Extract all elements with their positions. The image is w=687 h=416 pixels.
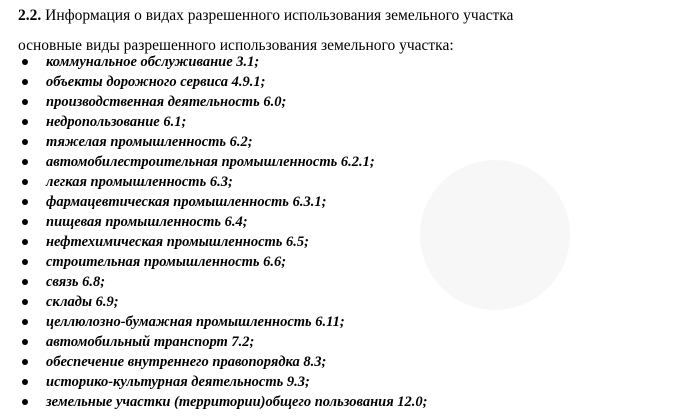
bullet-icon [22,279,28,285]
bullet-icon [22,179,28,185]
list-item-text: коммунальное обслуживание 3.1; [46,54,260,70]
list-item-text: нефтехимическая промышленность 6.5; [46,234,310,250]
bullet-icon [22,359,28,365]
bullet-icon [22,259,28,265]
bullet-icon [22,299,28,305]
section-title: Информация о видах разрешенного использования земельного участка [45,7,514,24]
list-item-text: производственная деятельность 6.0; [46,94,287,110]
bullet-icon [22,239,28,245]
bullet-icon [22,319,28,325]
list-item-text: недропользование 6.1; [46,114,187,130]
section-subtitle: основные виды разрешенного использования земельного участка: [18,37,454,54]
list-item-text: легкая промышленность 6.3; [46,174,233,190]
bullet-icon [22,119,28,125]
list-item-text: историко-культурная деятельность 9.3; [46,374,310,390]
bullet-icon [22,379,28,385]
list-item-text: тяжелая промышленность 6.2; [46,134,253,150]
bullet-icon [22,219,28,225]
bullet-icon [22,79,28,85]
list-item-text: склады 6.9; [46,294,119,310]
bullet-icon [22,159,28,165]
list-item-text: объекты дорожного сервиса 4.9.1; [46,74,266,90]
watermark [380,150,590,330]
list-item-text: земельные участки (территории)общего пользования 12.0; [46,394,428,410]
list-item-text: пищевая промышленность 6.4; [46,214,248,230]
bullet-icon [22,399,28,405]
list-item-text: строительная промышленность 6.6; [46,254,287,270]
list-item-text: фармацевтическая промышленность 6.3.1; [46,194,327,210]
list-item-text: целлюлозно-бумажная промышленность 6.11; [46,314,345,330]
list-item-text: связь 6.8; [46,274,106,290]
watermark-shape [420,160,570,310]
bullet-icon [22,99,28,105]
bullet-icon [22,199,28,205]
bullet-icon [22,339,28,345]
list-item-text: автомобилестроительная промышленность 6.2.1; [46,154,375,170]
bullet-icon [22,59,28,65]
bullet-icon [22,139,28,145]
list-item-text: обеспечение внутреннего правопорядка 8.3; [46,354,327,370]
section-number: 2.2. [18,7,42,24]
list-item-text: автомобильный транспорт 7.2; [46,334,255,350]
section-heading [18,6,513,26]
